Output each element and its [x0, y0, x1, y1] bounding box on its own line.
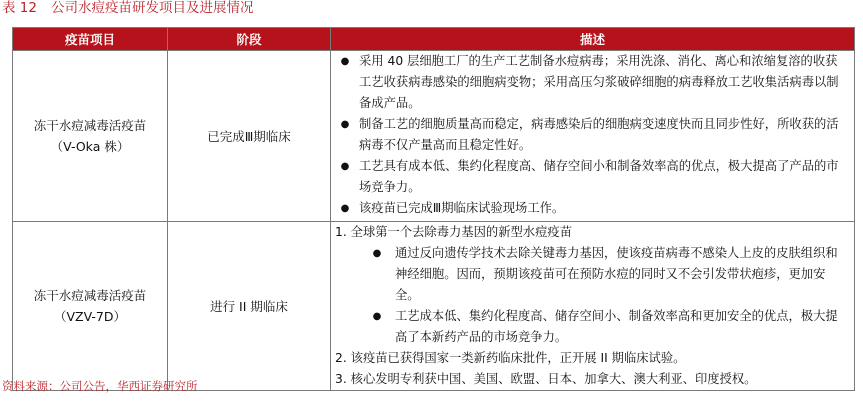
- list-item: [331, 243, 854, 306]
- vaccine-name-cell: [13, 51, 168, 222]
- caption-title: 公司水痘疫苗研发项目及进展情况: [50, 0, 254, 16]
- vaccine-name-cell: [13, 222, 168, 391]
- stage-cell: 已完成Ⅲ期临床: [168, 51, 331, 222]
- header-vaccine: 疫苗项目: [13, 28, 168, 51]
- bullet-icon: ●: [372, 248, 382, 259]
- table-caption: [2, 0, 253, 18]
- description-cell: [331, 222, 855, 391]
- caption-number: 表 12: [2, 0, 37, 16]
- list-item: [331, 198, 854, 219]
- bullet-icon: ●: [340, 119, 350, 130]
- bullet-icon: ●: [340, 161, 350, 172]
- table-row: [13, 222, 855, 391]
- bullet-text: 该疫苗已完成Ⅲ期临床试验现场工作。: [359, 201, 565, 215]
- table-header-row: [13, 28, 855, 51]
- stage-cell: 进行 II 期临床: [168, 222, 331, 391]
- list-item: [331, 51, 854, 114]
- bullet-text: 通过反向遗传学技术去除关键毒力基因，使该疫苗病毒不感染人上皮的皮肤组织和神经细胞。因而，预期该疫苗可在预防水痘的同时又不会引发带状疱疹，更加安全。: [395, 246, 838, 302]
- header-stage: 阶段: [168, 28, 331, 51]
- list-item: [331, 306, 854, 348]
- bullet-text: 制备工艺的细胞质量高而稳定，病毒感染后的细胞病变速度快而且同步性好，所收获的活病毒不仅产量高而且稳定性好。: [359, 117, 839, 152]
- bullet-text: 采用 40 层细胞工厂的生产工艺制备水痘病毒；采用洗涤、消化、离心和浓缩复溶的收获工艺收获病毒感染的细胞病变物；采用高压匀浆破碎细胞的病毒释放工艺收集活病毒以制备成产品。: [359, 54, 839, 110]
- bullet-icon: ●: [340, 203, 350, 214]
- numbered-item: 1. 全球第一个去除毒力基因的新型水痘疫苗: [335, 225, 572, 239]
- vaccine-strain: （V-Oka 株）: [50, 139, 130, 154]
- bullet-text: 工艺成本低、集约化程度高、储存空间小、制备效率高和更加安全的优点，极大提高了本新药产品的市场竞争力。: [395, 309, 838, 344]
- table-row: [13, 51, 855, 222]
- bullet-icon: ●: [372, 311, 382, 322]
- list-item: [331, 114, 854, 156]
- source-note: 资料来源：公司公告，华西证券研究所: [2, 379, 198, 393]
- vaccine-table: [12, 27, 855, 391]
- vaccine-strain: （VZV-7D）: [53, 309, 127, 324]
- vaccine-name: 冻干水痘减毒活疫苗: [33, 118, 147, 133]
- vaccine-name: 冻干水痘减毒活疫苗: [33, 288, 147, 303]
- numbered-item: 3. 核心发明专利获中国、美国、欧盟、日本、加拿大、澳大利亚、印度授权。: [335, 372, 757, 386]
- bullet-icon: ●: [340, 56, 350, 67]
- description-cell: [331, 51, 855, 222]
- list-item: [331, 156, 854, 198]
- bullet-text: 工艺具有成本低、集约化程度高、储存空间小和制备效率高的优点，极大提高了产品的市场竞争力。: [359, 159, 839, 194]
- header-description: 描述: [331, 28, 855, 51]
- numbered-item: 2. 该疫苗已获得国家一类新药临床批件，正开展 II 期临床试验。: [335, 351, 686, 365]
